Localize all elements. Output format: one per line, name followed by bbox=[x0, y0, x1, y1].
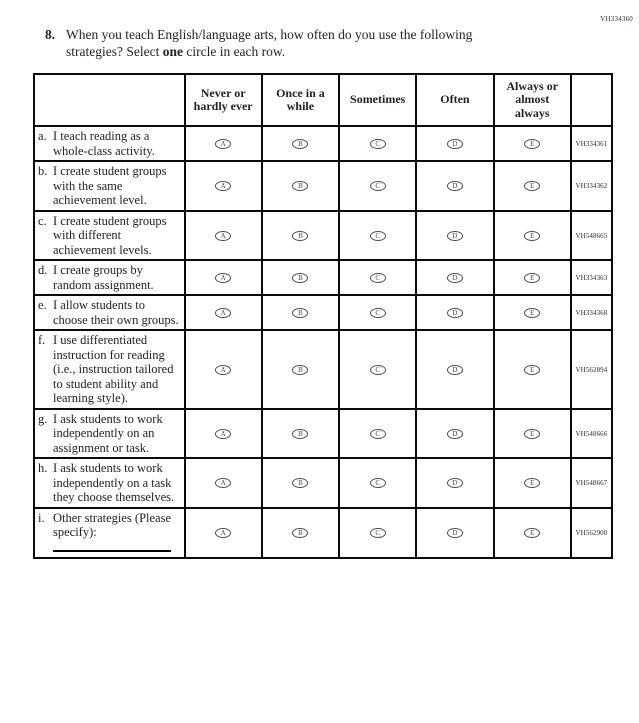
answer-bubble-c[interactable]: C bbox=[370, 528, 386, 538]
answer-bubble-e[interactable]: E bbox=[524, 231, 540, 241]
row-code: VH562900 bbox=[571, 508, 612, 558]
strategy-text: I create student groups with the same achievement level. bbox=[53, 164, 167, 208]
option-cell bbox=[262, 330, 339, 409]
row-letter: d. bbox=[38, 263, 48, 278]
row-code: VH334361 bbox=[571, 126, 612, 161]
strategy-label-cell bbox=[34, 409, 185, 459]
option-cell bbox=[339, 508, 416, 558]
option-cell bbox=[494, 211, 571, 261]
table-row bbox=[34, 161, 612, 211]
strategy-label-cell bbox=[34, 330, 185, 409]
option-cell bbox=[185, 330, 262, 409]
strategy-text: I create groups by random assignment. bbox=[53, 263, 154, 292]
row-letter: c. bbox=[38, 213, 47, 228]
option-cell bbox=[339, 458, 416, 508]
option-cell bbox=[185, 508, 262, 558]
option-cell bbox=[339, 126, 416, 161]
answer-bubble-a[interactable]: A bbox=[215, 231, 231, 241]
table-row bbox=[34, 330, 612, 409]
answer-bubble-e[interactable]: E bbox=[524, 528, 540, 538]
option-cell bbox=[494, 260, 571, 295]
answer-bubble-b[interactable]: B bbox=[292, 528, 308, 538]
strategy-text: I create student groups with different achievement levels. bbox=[53, 213, 167, 257]
table-row bbox=[34, 458, 612, 508]
column-header-sometimes: Sometimes bbox=[339, 74, 416, 126]
answer-bubble-b[interactable]: B bbox=[292, 273, 308, 283]
option-cell bbox=[339, 295, 416, 330]
strategy-label-cell bbox=[34, 126, 185, 161]
option-cell bbox=[185, 295, 262, 330]
option-cell bbox=[262, 260, 339, 295]
option-cell bbox=[185, 126, 262, 161]
header-empty-code bbox=[571, 74, 612, 126]
option-cell bbox=[185, 260, 262, 295]
column-header-always: Always or almost always bbox=[494, 74, 571, 126]
option-cell bbox=[416, 126, 493, 161]
strategy-label-cell bbox=[34, 295, 185, 330]
option-cell bbox=[416, 508, 493, 558]
strategy-text: I teach reading as a whole-class activity. bbox=[53, 129, 155, 158]
answer-bubble-e[interactable]: E bbox=[524, 429, 540, 439]
answer-bubble-c[interactable]: C bbox=[370, 308, 386, 318]
answer-bubble-b[interactable]: B bbox=[292, 181, 308, 191]
option-cell bbox=[494, 330, 571, 409]
option-cell bbox=[339, 161, 416, 211]
answer-bubble-c[interactable]: C bbox=[370, 181, 386, 191]
option-cell bbox=[262, 409, 339, 459]
option-cell bbox=[185, 409, 262, 459]
option-cell bbox=[416, 161, 493, 211]
option-cell bbox=[494, 409, 571, 459]
option-cell bbox=[262, 508, 339, 558]
row-code: VH334362 bbox=[571, 161, 612, 211]
table-row bbox=[34, 295, 612, 330]
option-cell bbox=[339, 211, 416, 261]
answer-bubble-b[interactable]: B bbox=[292, 308, 308, 318]
option-cell bbox=[185, 458, 262, 508]
option-cell bbox=[416, 330, 493, 409]
answer-bubble-d[interactable]: D bbox=[447, 308, 463, 318]
question-number: 8. bbox=[45, 27, 56, 42]
table-row bbox=[34, 260, 612, 295]
strategy-table-body bbox=[34, 126, 612, 558]
option-cell bbox=[262, 211, 339, 261]
row-letter: i. bbox=[38, 510, 45, 525]
strategy-frequency-table bbox=[33, 73, 613, 559]
option-cell bbox=[416, 295, 493, 330]
answer-bubble-a[interactable]: A bbox=[215, 528, 231, 538]
header-row bbox=[34, 74, 612, 126]
question-text-post: circle in each row. bbox=[182, 44, 286, 60]
row-letter: b. bbox=[38, 164, 48, 179]
answer-bubble-c[interactable]: C bbox=[370, 365, 386, 375]
answer-bubble-a[interactable]: A bbox=[215, 139, 231, 149]
strategy-label-cell bbox=[34, 458, 185, 508]
answer-bubble-b[interactable]: B bbox=[292, 139, 308, 149]
answer-bubble-b[interactable]: B bbox=[292, 429, 308, 439]
option-cell bbox=[339, 330, 416, 409]
option-cell bbox=[262, 126, 339, 161]
option-cell bbox=[339, 260, 416, 295]
strategy-text: I allow students to choose their own groups. bbox=[53, 298, 179, 327]
option-cell bbox=[494, 126, 571, 161]
header-empty-label bbox=[34, 74, 185, 126]
answer-bubble-e[interactable]: E bbox=[524, 478, 540, 488]
column-header-once-in-a-while: Once in a while bbox=[262, 74, 339, 126]
answer-bubble-c[interactable]: C bbox=[370, 478, 386, 488]
strategy-label-cell bbox=[34, 211, 185, 261]
row-letter: a. bbox=[38, 129, 47, 144]
row-code: VH548667 bbox=[571, 458, 612, 508]
answer-bubble-d[interactable]: D bbox=[447, 429, 463, 439]
answer-bubble-a[interactable]: A bbox=[215, 478, 231, 488]
strategy-label-cell bbox=[34, 161, 185, 211]
option-cell bbox=[185, 211, 262, 261]
option-cell bbox=[494, 161, 571, 211]
strategy-text: I ask students to work independently on an assignment or task. bbox=[53, 411, 163, 455]
strategy-text: Other strategies (Please specify): bbox=[53, 510, 172, 540]
column-header-often: Often bbox=[416, 74, 493, 126]
answer-bubble-e[interactable]: E bbox=[524, 308, 540, 318]
form-code: VH334360 bbox=[600, 15, 633, 23]
table-row bbox=[34, 508, 612, 558]
answer-bubble-c[interactable]: C bbox=[370, 139, 386, 149]
answer-bubble-c[interactable]: C bbox=[370, 273, 386, 283]
answer-bubble-d[interactable]: D bbox=[447, 365, 463, 375]
question-text bbox=[66, 26, 503, 61]
strategy-label-cell bbox=[34, 260, 185, 295]
table-row bbox=[34, 211, 612, 261]
option-cell bbox=[416, 260, 493, 295]
answer-bubble-d[interactable]: D bbox=[447, 181, 463, 191]
option-cell bbox=[339, 409, 416, 459]
strategy-label-cell bbox=[34, 508, 185, 558]
option-cell bbox=[416, 211, 493, 261]
answer-bubble-a[interactable]: A bbox=[215, 181, 231, 191]
answer-bubble-a[interactable]: A bbox=[215, 273, 231, 283]
row-code: VH548665 bbox=[571, 211, 612, 261]
row-code: VH334368 bbox=[571, 295, 612, 330]
option-cell bbox=[416, 409, 493, 459]
answer-bubble-b[interactable]: B bbox=[292, 231, 308, 241]
answer-bubble-d[interactable]: D bbox=[447, 231, 463, 241]
answer-bubble-d[interactable]: D bbox=[447, 273, 463, 283]
question-text-bold: one bbox=[162, 44, 183, 60]
answer-bubble-d[interactable]: D bbox=[447, 528, 463, 538]
option-cell bbox=[494, 458, 571, 508]
answer-bubble-e[interactable]: E bbox=[524, 139, 540, 149]
row-code: VH548666 bbox=[571, 409, 612, 459]
answer-bubble-e[interactable]: E bbox=[524, 181, 540, 191]
answer-bubble-e[interactable]: E bbox=[524, 365, 540, 375]
strategy-text: I use differentiated instruction for reading (i.e., instruction tailored to student ability and learning style). bbox=[53, 333, 174, 406]
table-row bbox=[34, 409, 612, 459]
answer-bubble-d[interactable]: D bbox=[447, 139, 463, 149]
option-cell bbox=[416, 458, 493, 508]
option-cell bbox=[185, 161, 262, 211]
option-cell bbox=[262, 161, 339, 211]
specify-blank-line[interactable] bbox=[53, 550, 171, 552]
answer-bubble-c[interactable]: C bbox=[370, 429, 386, 439]
answer-bubble-b[interactable]: B bbox=[292, 478, 308, 488]
answer-bubble-c[interactable]: C bbox=[370, 231, 386, 241]
table-row bbox=[34, 126, 612, 161]
column-header-never: Never or hardly ever bbox=[185, 74, 262, 126]
option-cell bbox=[262, 295, 339, 330]
row-code: VH334363 bbox=[571, 260, 612, 295]
answer-bubble-a[interactable]: A bbox=[215, 429, 231, 439]
row-letter: f. bbox=[38, 333, 46, 348]
option-cell bbox=[494, 508, 571, 558]
answer-bubble-a[interactable]: A bbox=[215, 365, 231, 375]
answer-bubble-a[interactable]: A bbox=[215, 308, 231, 318]
option-cell bbox=[262, 458, 339, 508]
question-text-pre: When you teach English/language arts, how often do you use the following strategies? Select bbox=[66, 27, 473, 60]
answer-bubble-e[interactable]: E bbox=[524, 273, 540, 283]
option-cell bbox=[494, 295, 571, 330]
answer-bubble-d[interactable]: D bbox=[447, 478, 463, 488]
row-letter: h. bbox=[38, 461, 48, 476]
row-letter: e. bbox=[38, 298, 47, 313]
strategy-text: I ask students to work independently on a task they choose themselves. bbox=[53, 461, 175, 505]
row-code: VH562894 bbox=[571, 330, 612, 409]
answer-bubble-b[interactable]: B bbox=[292, 365, 308, 375]
question-block bbox=[45, 26, 503, 61]
row-letter: g. bbox=[38, 411, 48, 426]
